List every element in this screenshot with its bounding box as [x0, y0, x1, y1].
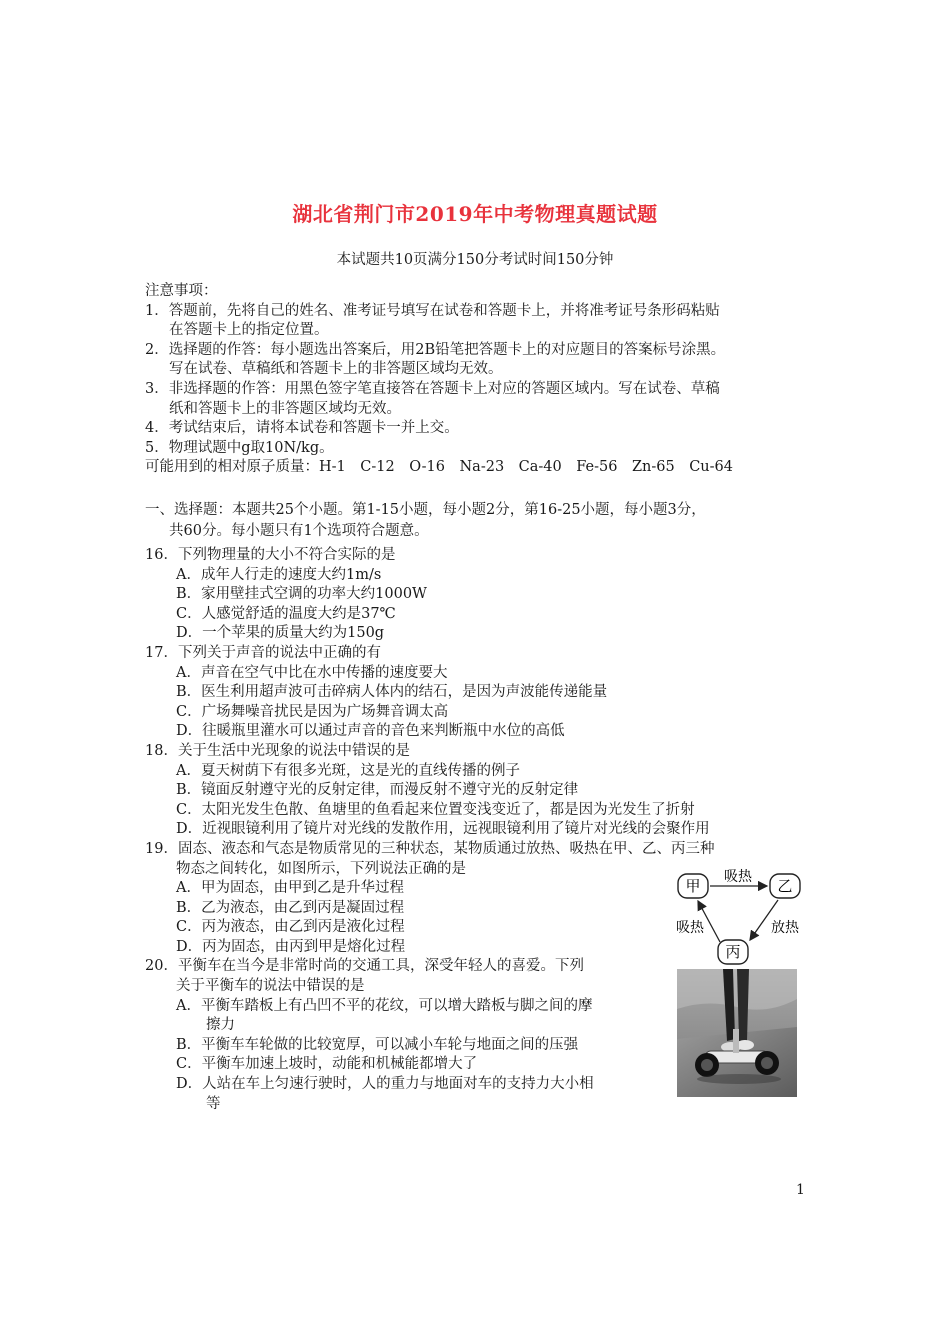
question-18-option-c: C．太阳光发生色散、鱼塘里的鱼看起来位置变浅变近了，都是因为光发生了折射: [176, 801, 695, 818]
question-18-stem: 18．关于生活中光现象的说法中错误的是: [145, 742, 410, 759]
note-4: 4．考试结束后，请将本试卷和答题卡一并上交。: [145, 420, 459, 437]
top-arrow-label: 吸热: [724, 869, 752, 885]
question-19-option-b: B．乙为液态，由乙到丙是凝固过程: [176, 899, 405, 916]
note-2-line-2: 写在试卷、草稿纸和答题卡上的非答题区域均无效。: [169, 361, 503, 378]
note-3-line-2: 纸和答题卡上的非答题区域均无效。: [169, 400, 401, 417]
question-19-option-c: C．丙为液态，由乙到丙是液化过程: [176, 919, 405, 936]
question-20-option-d: D．人站在车上匀速行驶时，人的重力与地面对车的支持力大小相: [176, 1076, 594, 1093]
question-16-option-c: C．人感觉舒适的温度大约是37℃: [176, 605, 396, 622]
page-title: 湖北省荆门市2019年中考物理真题试题: [292, 202, 658, 226]
question-17-stem: 17．下列关于声音的说法中正确的有: [145, 644, 381, 661]
note-3-line-1: 3．非选择题的作答：用黑色签字笔直接答在答题卡上对应的答题区域内。写在试卷、草稿: [145, 380, 720, 397]
notes-section: [145, 282, 815, 478]
section-line-2: 共60分。每小题只有1个选项符合题意。: [169, 523, 429, 539]
state-jia-label: 甲: [685, 877, 701, 895]
question-20-option-d-cont: 等: [206, 1095, 221, 1112]
question-18-option-a: A．夏天树荫下有很多光斑，这是光的直线传播的例子: [176, 762, 520, 779]
question-20-option-c: C．平衡车加速上坡时，动能和机械能都增大了: [176, 1056, 478, 1073]
question-20-option-b: B．平衡车车轮做的比较宽厚，可以减小车轮与地面之间的压强: [176, 1036, 579, 1053]
question-17-option-b: B．医生利用超声波可击碎病人体内的结石，是因为声波能传递能量: [176, 684, 608, 701]
note-2-line-1: 2．选择题的作答：每小题选出答案后，用2B铅笔把答题卡上的对应题目的答案标号涂黑。: [145, 341, 726, 358]
question-20-stem-line-1: 20．平衡车在当今是非常时尚的交通工具，深受年轻人的喜爱。下列: [145, 958, 584, 975]
state-change-diagram: [672, 862, 812, 967]
question-17-option-c: C．广场舞噪音扰民是因为广场舞音调太高: [176, 703, 449, 720]
question-16-option-a: A．成年人行走的速度大约1m/s: [176, 566, 382, 583]
question-19-stem-line-1: 19．固态、液态和气态是物质常见的三种状态，某物质通过放热、吸热在甲、乙、丙三种: [145, 840, 715, 857]
question-19-option-a: A．甲为固态，由甲到乙是升华过程: [176, 880, 404, 897]
left-arrow-label: 吸热: [676, 920, 704, 936]
page-number: 1: [796, 1182, 805, 1198]
exam-subtitle: 本试题共10页满分150分考试时间150分钟: [336, 252, 614, 268]
note-1-line-2: 在答题卡上的指定位置。: [169, 322, 329, 339]
note-5: 5．物理试题中g取10N/kg。: [145, 439, 334, 456]
section-line-1: 一、选择题：本题共25个小题。第1-15小题，每小题2分，第16-25小题，每小题3分，: [145, 502, 706, 518]
question-18-option-b: B．镜面反射遵守光的反射定律，而漫反射不遵守光的反射定律: [176, 782, 579, 799]
question-16-stem: 16．下列物理量的大小不符合实际的是: [145, 547, 396, 563]
question-17-option-d: D．往暖瓶里灌水可以通过声音的音色来判断瓶中水位的高低: [176, 723, 565, 740]
notes-heading: 注意事项：: [145, 283, 218, 299]
question-17-option-a: A．声音在空气中比在水中传播的速度要大: [176, 664, 448, 681]
question-16-option-d: D．一个苹果的质量大约为150g: [176, 625, 385, 642]
balance-scooter-photo: [677, 969, 797, 1097]
question-19-option-d: D．丙为固态，由丙到甲是熔化过程: [176, 938, 406, 955]
state-yi-label: 乙: [777, 877, 793, 895]
question-20-option-a-cont: 擦力: [206, 1017, 235, 1034]
question-20-option-a: A．平衡车踏板上有凸凹不平的花纹，可以增大踏板与脚之间的摩: [176, 997, 593, 1014]
question-19-stem-line-2: 物态之间转化，如图所示，下列说法正确的是: [176, 860, 466, 877]
question-16-option-b: B．家用壁挂式空调的功率大约1000W: [176, 586, 427, 603]
note-1-line-1: 1．答题前，先将自己的姓名、准考证号填写在试卷和答题卡上，并将准考证号条形码粘贴: [145, 302, 720, 319]
section-header: [145, 500, 815, 542]
question-18-option-d: D．近视眼镜利用了镜片对光线的发散作用，远视眼镜利用了镜片对光线的会聚作用: [176, 821, 710, 838]
question-20-stem-line-2: 关于平衡车的说法中错误的是: [176, 978, 365, 995]
right-arrow-label: 放热: [771, 920, 799, 936]
atomic-masses: 可能用到的相对原子质量：H-1 C-12 O-16 Na-23 Ca-40 Fe-56 Zn-65 Cu-64: [145, 459, 733, 476]
state-bing-label: 丙: [725, 943, 741, 961]
